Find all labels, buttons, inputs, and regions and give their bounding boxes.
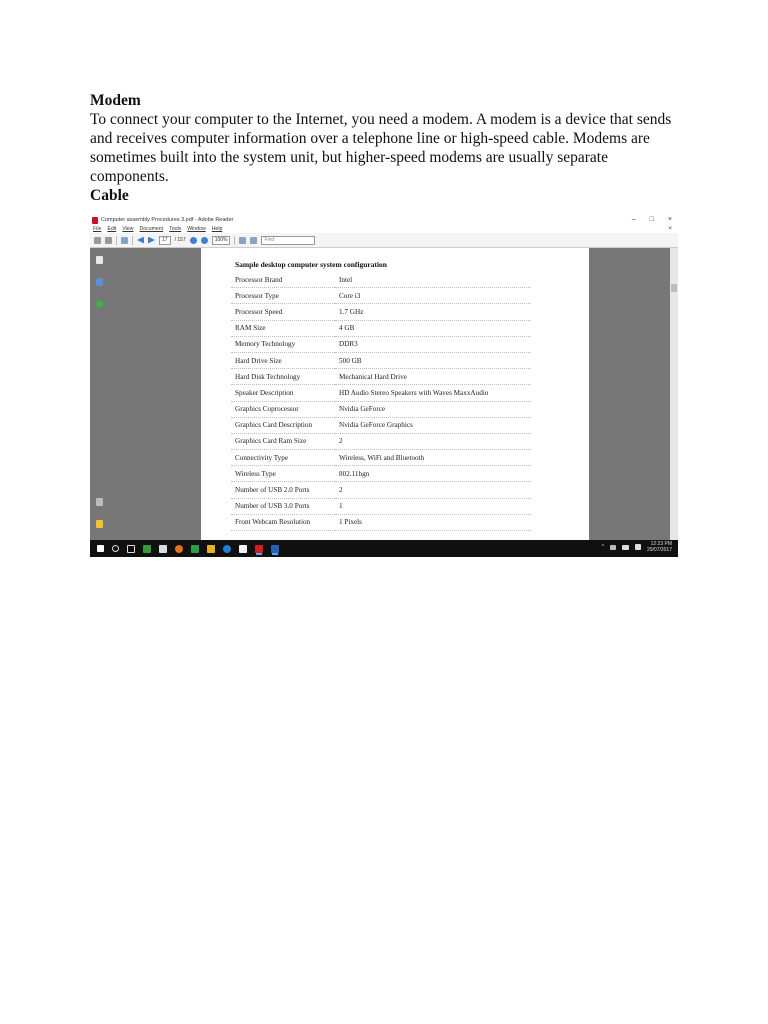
attachments-icon[interactable]: [96, 498, 103, 506]
table-row: [231, 288, 531, 304]
menu-view[interactable]: View: [122, 226, 134, 232]
row-value: Wireless, WiFi and Bluetooth: [335, 450, 531, 466]
row-value: HD Audio Stereo Speakers with Waves MaxxAudio: [335, 385, 531, 401]
table-row: [231, 320, 531, 336]
row-label: Number of USB 2.0 Ports: [231, 482, 335, 498]
row-value: 2: [335, 482, 531, 498]
row-label: Memory Technology: [231, 336, 335, 352]
edge-icon[interactable]: [223, 545, 231, 553]
row-label: Front Webcam Resolution: [231, 514, 335, 530]
app-green-icon[interactable]: [143, 545, 151, 553]
windows-taskbar: [90, 540, 678, 557]
row-value: 4 GB: [335, 320, 531, 336]
zoom-out-icon[interactable]: [190, 237, 197, 244]
table-row: [231, 352, 531, 368]
row-value: Nvidia GeForce: [335, 401, 531, 417]
table-row: [231, 498, 531, 514]
battery-icon[interactable]: [622, 545, 629, 550]
notification-icon[interactable]: [635, 544, 641, 550]
menu-document[interactable]: Document: [139, 226, 164, 232]
clock-time: 12:23 PM: [650, 541, 672, 547]
row-value: Core i3: [335, 288, 531, 304]
table-row: [231, 304, 531, 320]
toolbar-divider: [234, 236, 235, 245]
settings-icon[interactable]: [105, 237, 112, 244]
menu-window[interactable]: Window: [187, 226, 206, 232]
close-button[interactable]: ×: [667, 216, 672, 223]
file-explorer-icon[interactable]: [207, 545, 215, 553]
toolbar-divider: [116, 236, 117, 245]
table-row: [231, 417, 531, 433]
menu-tools[interactable]: Tools: [169, 226, 182, 232]
system-tray: [602, 541, 672, 553]
table-row: [231, 401, 531, 417]
row-label: Processor Speed: [231, 304, 335, 320]
maximize-button[interactable]: □: [649, 216, 654, 223]
document-body: [90, 91, 690, 205]
heading-modem: Modem: [90, 92, 141, 109]
menu-help[interactable]: Help: [211, 226, 223, 232]
navigation-sidebar: [90, 248, 110, 540]
window-titlebar: [90, 215, 678, 225]
row-value: DDR3: [335, 336, 531, 352]
table-row: [231, 450, 531, 466]
vertical-scrollbar[interactable]: [670, 248, 678, 540]
row-value: 1.7 GHz: [335, 304, 531, 320]
document-workarea: [90, 248, 678, 540]
table-row: [231, 433, 531, 449]
row-label: Speaker Description: [231, 385, 335, 401]
document-close-button[interactable]: ×: [668, 226, 672, 232]
zoom-select[interactable]: 100%: [212, 236, 231, 245]
row-label: Hard Drive Size: [231, 352, 335, 368]
row-value: Mechanical Hard Drive: [335, 369, 531, 385]
row-value: 1 Pixels: [335, 514, 531, 530]
firefox-icon[interactable]: [175, 545, 183, 553]
table-row: [231, 336, 531, 352]
zoom-in-icon[interactable]: [201, 237, 208, 244]
network-icon[interactable]: [610, 545, 616, 550]
row-label: Number of USB 3.0 Ports: [231, 498, 335, 514]
row-value: 500 GB: [335, 352, 531, 368]
row-label: Graphics Card Description: [231, 417, 335, 433]
adobe-reader-screenshot: [90, 215, 678, 557]
row-label: Graphics Coprocessor: [231, 401, 335, 417]
scrollbar-thumb[interactable]: [671, 284, 677, 292]
page-total: / 157: [174, 237, 186, 243]
toolbar: [90, 233, 678, 248]
table-row: [231, 514, 531, 530]
print-icon[interactable]: [94, 237, 101, 244]
config-table: [231, 272, 531, 531]
photos-icon[interactable]: [191, 545, 199, 553]
page-number-input[interactable]: 17: [159, 236, 171, 245]
table-row: [231, 272, 531, 288]
menu-edit[interactable]: Edit: [107, 226, 117, 232]
find-input[interactable]: Find: [261, 236, 315, 245]
word-icon[interactable]: [271, 545, 279, 553]
row-value: 1: [335, 498, 531, 514]
row-value: 2: [335, 433, 531, 449]
previous-page-icon[interactable]: [137, 237, 144, 244]
store-icon[interactable]: [159, 545, 167, 553]
share-icon[interactable]: [121, 237, 128, 244]
row-label: Processor Type: [231, 288, 335, 304]
adobe-reader-icon[interactable]: [255, 545, 263, 553]
row-value: Nvidia GeForce Graphics: [335, 417, 531, 433]
menu-bar: [90, 225, 678, 233]
config-table-title: Sample desktop computer system configuration: [235, 260, 387, 269]
fit-width-icon[interactable]: [250, 237, 257, 244]
minimize-button[interactable]: –: [631, 216, 636, 223]
start-icon[interactable]: [97, 545, 104, 552]
row-label: Connectivity Type: [231, 450, 335, 466]
table-row: [231, 466, 531, 482]
table-row: [231, 369, 531, 385]
row-label: RAM Size: [231, 320, 335, 336]
table-row: [231, 385, 531, 401]
fit-page-icon[interactable]: [239, 237, 246, 244]
row-value: 802.11bgn: [335, 466, 531, 482]
row-label: Processor Brand: [231, 272, 335, 288]
pdf-page: [201, 248, 589, 540]
row-value: Intel: [335, 272, 531, 288]
pdf-file-icon: [92, 217, 98, 224]
taskbar-clock[interactable]: [647, 541, 672, 553]
toolbar-divider: [132, 236, 133, 245]
next-page-icon[interactable]: [148, 237, 155, 244]
window-title: Computer assembly Procedures 3.pdf - Adobe Reader: [101, 217, 234, 223]
paragraph-modem: To connect your computer to the Internet, you need a modem. A modem is a device that sends and receives computer information over a telephone line or high-speed cable. Modems are sometimes built into the system unit, but higher-speed modems are usually separate components.: [90, 111, 672, 185]
amazon-icon[interactable]: [239, 545, 247, 553]
table-row: [231, 482, 531, 498]
search-icon[interactable]: [112, 545, 119, 552]
window-controls: [632, 216, 672, 223]
task-view-icon[interactable]: [127, 545, 135, 553]
row-label: Graphics Card Ram Size: [231, 433, 335, 449]
bookmarks-icon[interactable]: [96, 278, 103, 286]
menu-file[interactable]: File: [93, 226, 102, 232]
signatures-icon[interactable]: [96, 300, 103, 308]
heading-cable: Cable: [90, 187, 129, 204]
row-label: Wireless Type: [231, 466, 335, 482]
clock-date: 29/07/2017: [646, 547, 672, 553]
chevron-up-icon[interactable]: ^: [601, 544, 604, 550]
row-label: Hard Disk Technology: [231, 369, 335, 385]
pages-icon[interactable]: [96, 256, 103, 264]
comments-icon[interactable]: [96, 520, 103, 528]
